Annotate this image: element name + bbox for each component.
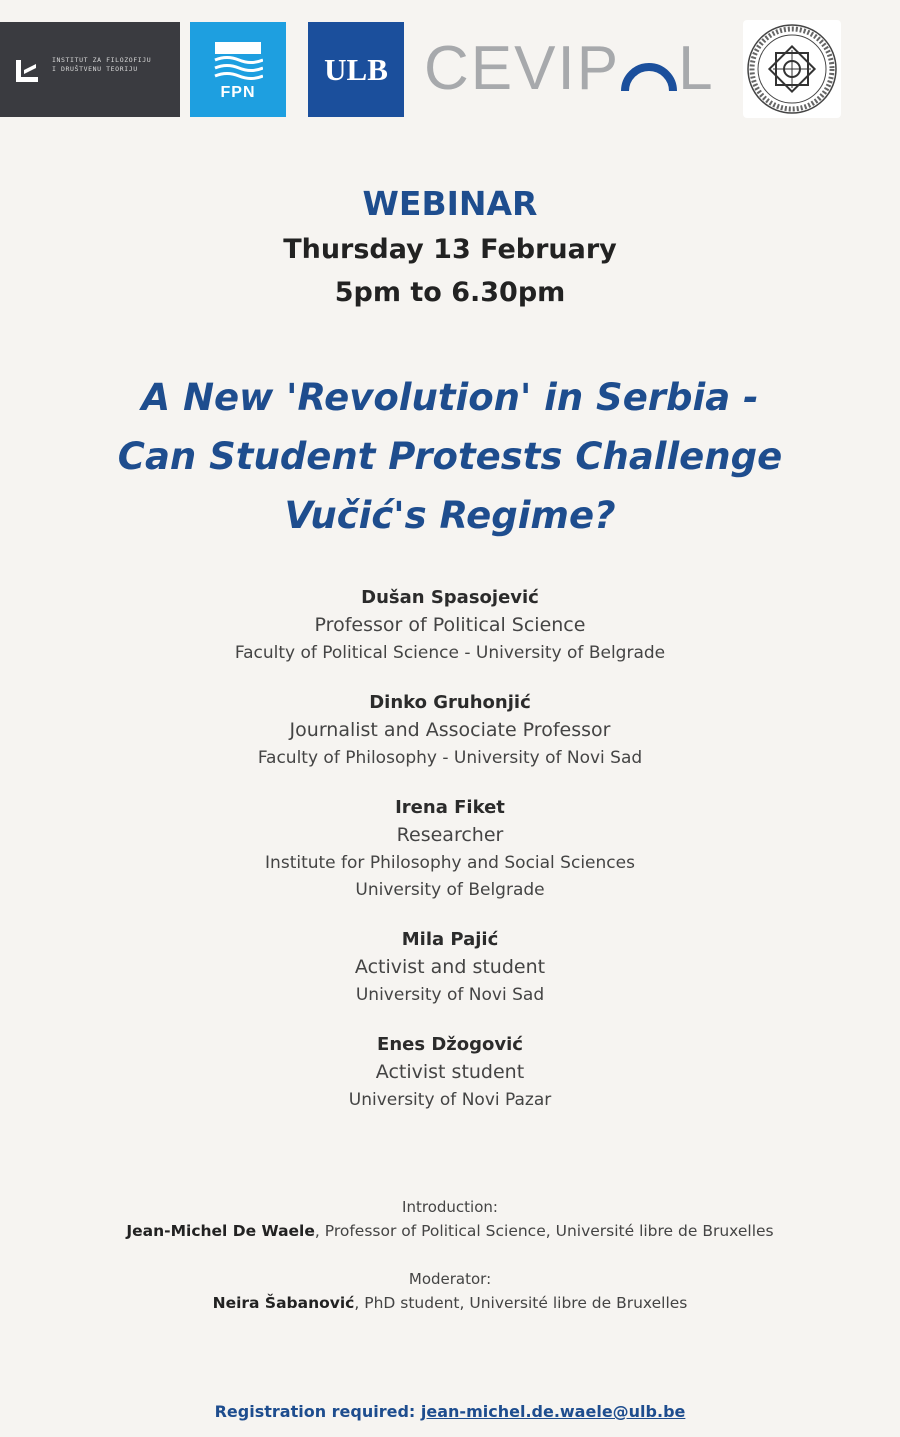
registration-email-link[interactable]: jean-michel.de.waele@ulb.be: [420, 1402, 686, 1421]
event-type: WEBINAR: [362, 184, 538, 223]
speaker-affiliation: Faculty of Political Science - University of Belgrade: [234, 643, 666, 663]
speaker-affiliation: University of Novi Sad: [355, 985, 545, 1005]
introduction-label: Introduction:: [402, 1198, 498, 1216]
introduction-details: , Professor of Political Science, Université libre de Bruxelles: [314, 1222, 774, 1240]
fpn-logo: [190, 22, 286, 117]
ifdt-line-2: I DRUŠTVENU TEORIJU: [52, 65, 138, 73]
speaker-affiliation: University of Novi Pazar: [348, 1090, 552, 1110]
speaker-role: Researcher: [396, 824, 504, 846]
speaker-name: Irena Fiket: [395, 797, 505, 818]
speaker-role: Activist student: [375, 1061, 525, 1083]
speaker-affiliation: Faculty of Philosophy - University of Novi Sad: [257, 748, 643, 768]
fpn-label: FPN: [220, 84, 256, 101]
ulb-label: ULB: [324, 52, 388, 87]
speaker-affiliation: Institute for Philosophy and Social Sciences: [265, 853, 635, 873]
speaker-role: Journalist and Associate Professor: [289, 719, 611, 741]
speaker-item: [0, 795, 900, 904]
ifdt-line-1: INSTITUT ZA FILOZOFIJU: [52, 56, 152, 64]
title-line-1: A New 'Revolution' in Serbia -: [141, 376, 759, 419]
speaker-name: Enes Džogović: [377, 1034, 523, 1055]
speaker-affiliation: University of Belgrade: [355, 880, 545, 900]
event-date: Thursday 13 February: [283, 234, 617, 265]
introduction-line: [0, 1222, 900, 1240]
title-line-3: Vučić's Regime?: [284, 494, 616, 537]
speaker-role: Professor of Political Science: [314, 614, 586, 636]
logo-bar: [0, 20, 900, 118]
speaker-item: [0, 690, 900, 772]
ifdt-mark-icon: [16, 60, 38, 82]
speaker-item: [0, 585, 900, 667]
ifdt-logo: [0, 22, 180, 117]
speaker-list: [0, 585, 900, 1137]
speaker-name: Dušan Spasojević: [361, 587, 539, 608]
speaker-role: Activist and student: [354, 956, 546, 978]
cevipol-prefix: CEVIP: [424, 34, 621, 103]
ulb-logo: [308, 22, 404, 117]
title-line-2: Can Student Protests Challenge: [117, 435, 783, 478]
cevipol-suffix: L: [678, 34, 715, 103]
university-seal-icon: [743, 20, 841, 118]
moderator-line: [0, 1294, 900, 1312]
event-title: [0, 368, 900, 545]
fpn-waves-icon: [213, 40, 263, 80]
cevipol-logo: [424, 34, 715, 104]
speaker-name: Dinko Gruhonjić: [369, 692, 531, 713]
moderator-label: Moderator:: [408, 1270, 492, 1288]
speaker-name: Mila Pajić: [401, 929, 499, 950]
cevipol-o-icon: [620, 45, 678, 93]
event-time: 5pm to 6.30pm: [334, 277, 566, 308]
introduction-name: Jean-Michel De Waele: [126, 1222, 315, 1240]
speaker-item: [0, 927, 900, 1009]
speaker-item: [0, 1032, 900, 1114]
registration-line: [0, 1402, 900, 1421]
moderator-details: , PhD student, Université libre de Bruxelles: [354, 1294, 688, 1312]
moderator-name: Neira Šabanović: [212, 1294, 355, 1312]
registration-label: Registration required:: [214, 1402, 416, 1421]
